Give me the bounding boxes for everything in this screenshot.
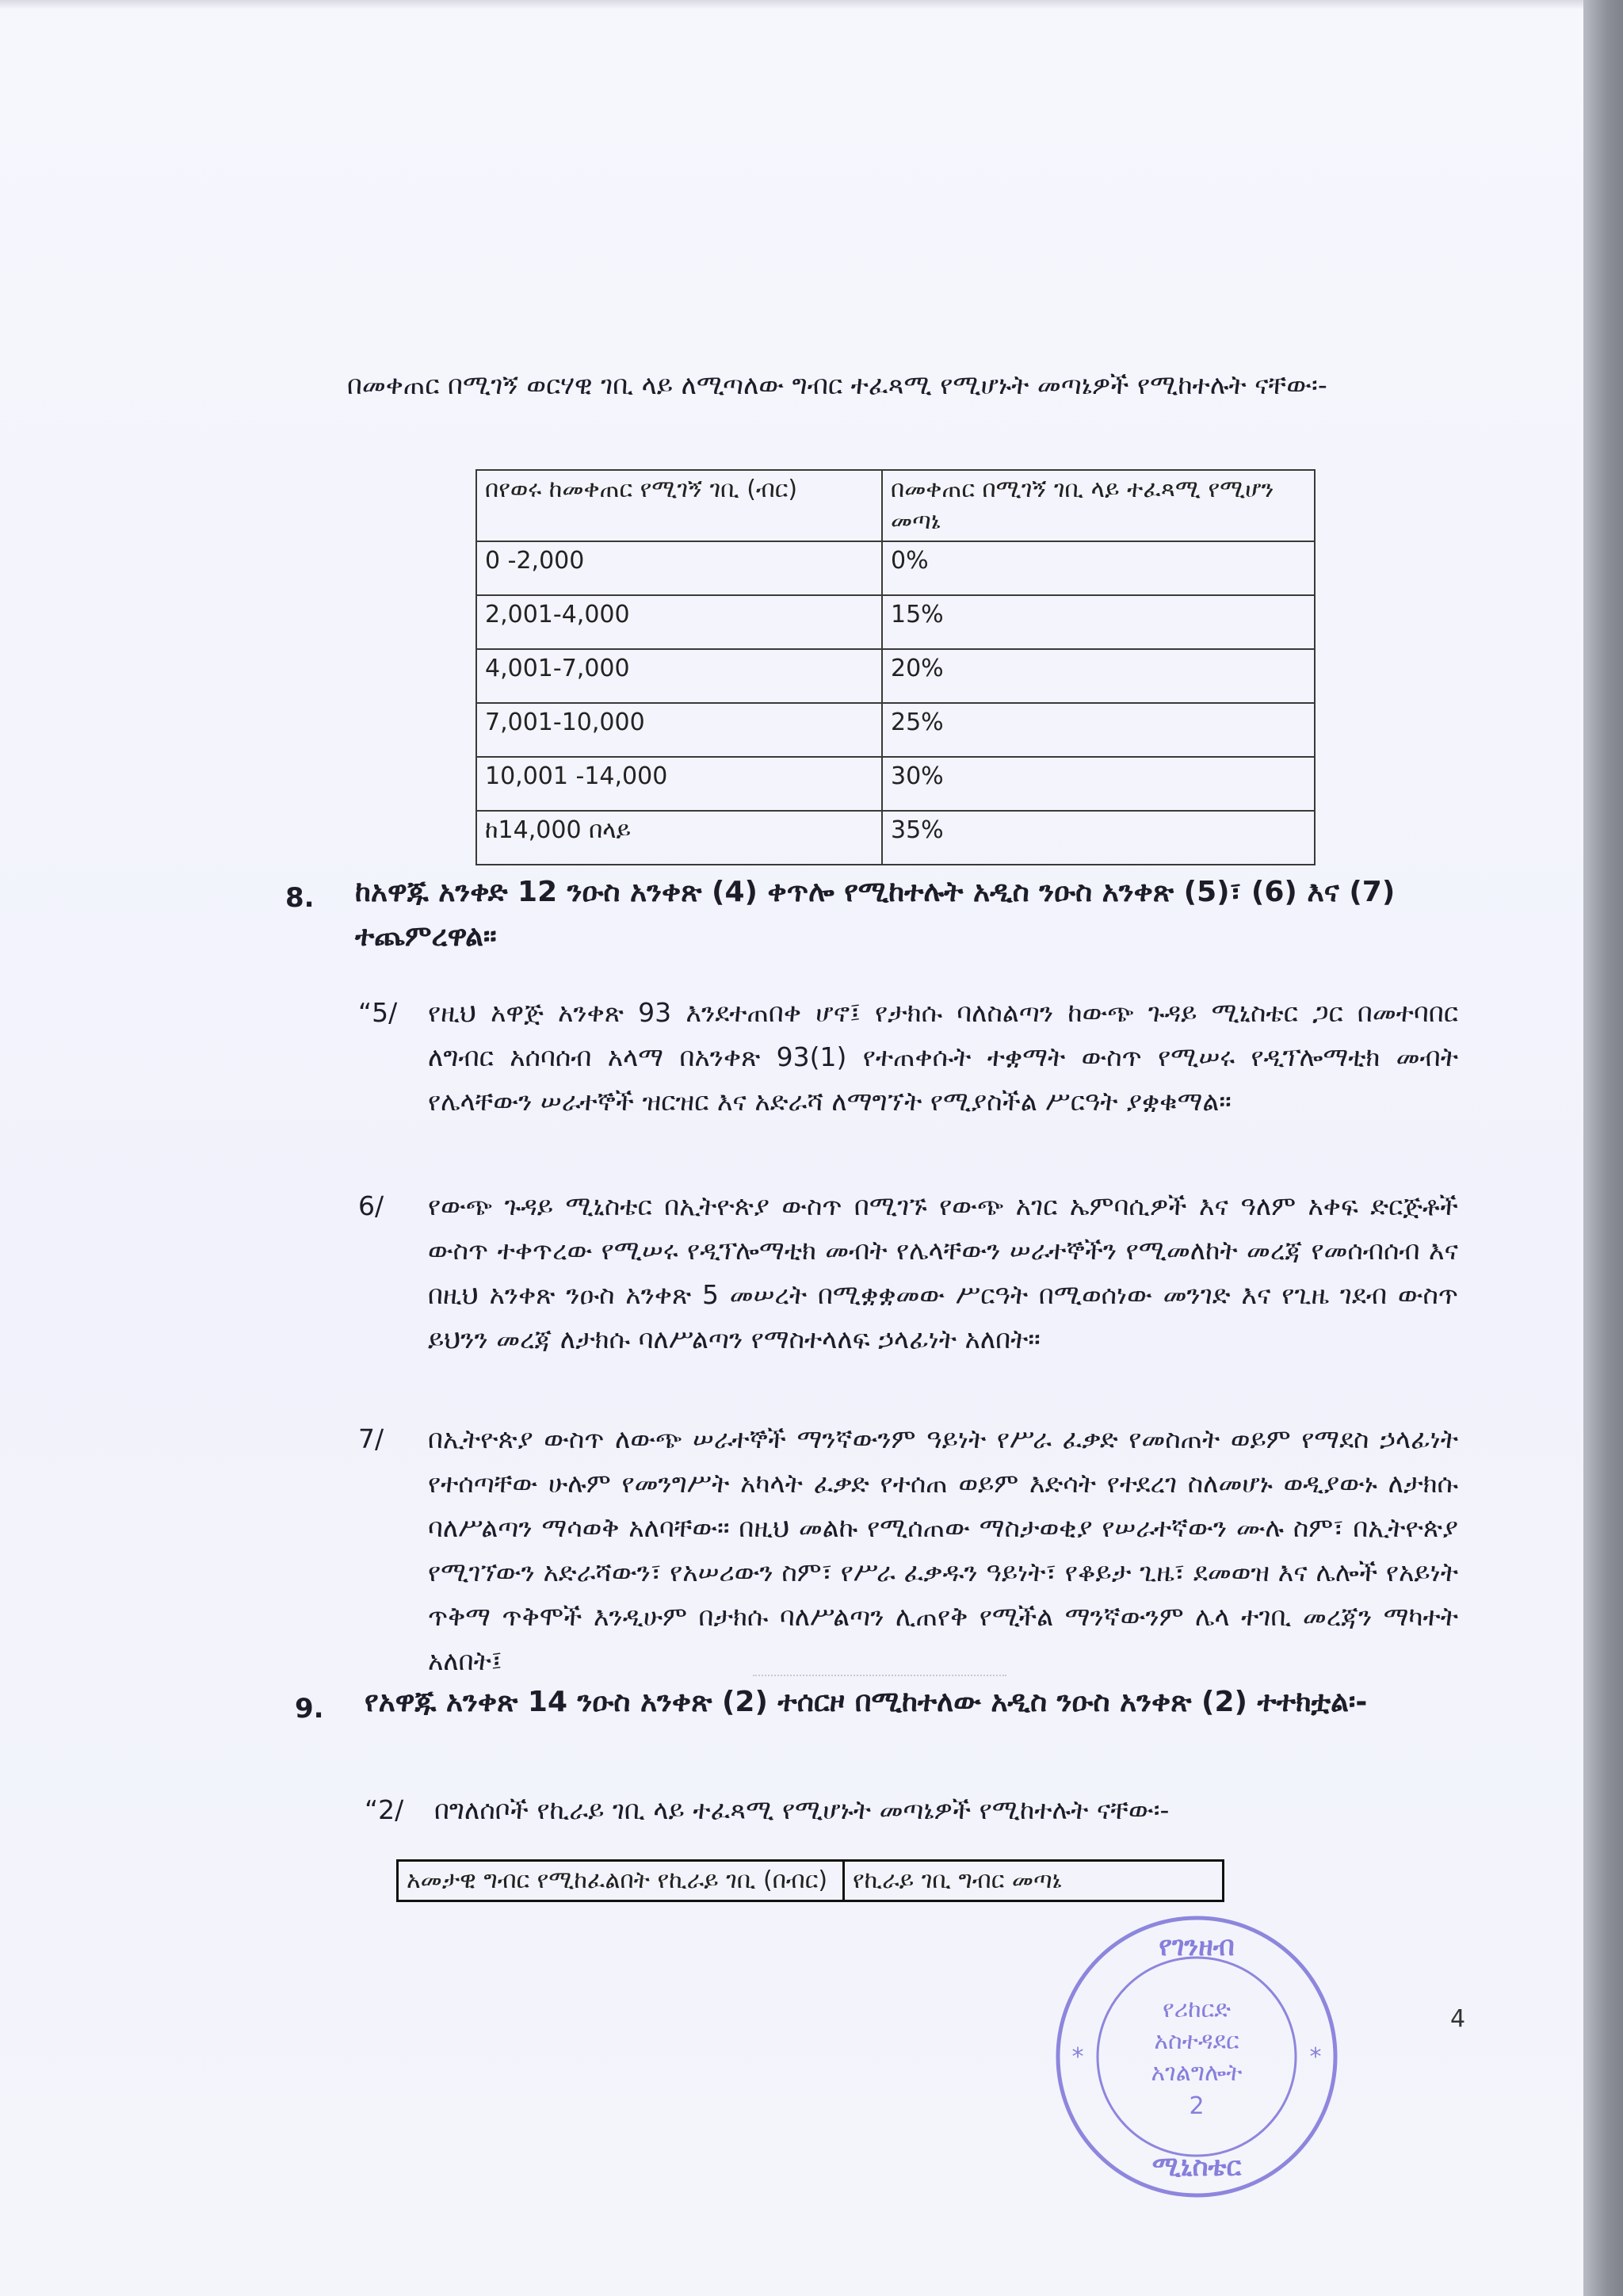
sub-item-2-text: በግለሰቦች የኪራይ ገቢ ላይ ተፈጻሚ የሚሆኑት መጣኔዎች የሚከተሉት ናቸው፡-	[434, 1794, 1170, 1825]
table-cell: 10,001 -14,000	[476, 757, 882, 811]
rental-income-rate-table	[396, 1859, 1224, 1902]
income-tax-rate-table	[475, 469, 1316, 865]
table-row	[476, 541, 1315, 595]
table-row	[476, 595, 1315, 649]
table-cell: 35%	[882, 811, 1315, 865]
section-8-number: 8.	[285, 882, 315, 914]
stamp-star-icon: *	[1309, 2043, 1322, 2071]
sub-item-7-label: 7/	[358, 1423, 384, 1454]
page-number: 4	[1450, 2005, 1466, 2033]
table-cell: 25%	[882, 703, 1315, 757]
table-cell: 30%	[882, 757, 1315, 811]
table-cell: 20%	[882, 649, 1315, 703]
table-cell: 7,001-10,000	[476, 703, 882, 757]
table-row	[476, 649, 1315, 703]
table-header-cell: በመቀጠር በሚገኝ ገቢ ላይ ተፈጻሚ የሚሆን መጣኔ	[882, 470, 1315, 541]
section-9-title: የአዋጁ አንቀጽ 14 ንዑስ አንቀጽ (2) ተሰርዞ በሚከተለው አዲስ ንዑስ አንቀጽ (2) ተተክቷል፡-	[365, 1686, 1368, 1718]
section-9-number: 9.	[295, 1693, 324, 1725]
sub-item-6-label: 6/	[358, 1190, 384, 1221]
sub-item-6-text: የውጭ ጉዳይ ሚኒስቴር በኢትዮጵያ ውስጥ በሚገኙ የውጭ አገር ኤምባሲዎች እና ዓለም አቀፍ ድርጅቶች ውስጥ ተቀጥረው የሚሠሩ የዲፕሎማቲክ መብት የሌላቸውን ሠራተኞችን የሚመለከት መረጃ የመሰብሰብ እና በዚህ አንቀጽ ንዑስ አንቀጽ 5 መሠረት በሚቋቋመው ሥርዓት በሚወሰነው መንገድ እና የጊዜ ገደብ ውስጥ ይህንን መረጃ ለታክሱ ባለሥልጣን የማስተላለፍ ኃላፊነት አለበት።	[428, 1190, 1459, 1354]
table-header-row	[398, 1861, 1224, 1901]
faint-dotted-mark	[753, 1675, 1006, 1678]
stamp-star-icon: *	[1071, 2043, 1084, 2071]
table-cell: 4,001-7,000	[476, 649, 882, 703]
sub-item-7-text: በኢትዮጵያ ውስጥ ለውጭ ሠራተኞች ማንኛውንም ዓይነት የሥራ ፈቃድ የመስጠት ወይም የማደስ ኃላፊነት የተሰጣቸው ሁሉም የመንግሥት አካላት ፈቃድ የተሰጠ ወይም እድሳት የተደረገ ስለመሆኑ ወዲያውኑ ለታክሱ ባለሥልጣን ማሳወቅ አለባቸው። በዚህ መልኩ የሚሰጠው ማስታወቂያ የሠራተኛውን ሙሉ ስም፣ በኢትዮጵያ የሚገኘውን አድራሻውን፣ የአሠሪውን ስም፣ የሥራ ፈቃዱን ዓይነት፣ የቆይታ ጊዜ፣ ደመወዝ እና ሌሎች የአይነት ጥቅማ ጥቅሞች እንዲሁም በታክሱ ባለሥልጣን ሊጠየቅ የሚችል ማንኛውንም ሌላ ተገቢ መረጃን ማካተት አለበት፤	[428, 1423, 1458, 1676]
scan-right-edge	[1583, 0, 1623, 2296]
table-cell: 2,001-4,000	[476, 595, 882, 649]
table-cell: 15%	[882, 595, 1315, 649]
table-cell: 0%	[882, 541, 1315, 595]
table-row	[476, 757, 1315, 811]
sub-item-5-text: የዚህ አዋጅ አንቀጽ 93 እንደተጠበቀ ሆኖ፤ የታክሱ ባለስልጣን ከውጭ ጉዳይ ሚኒስቴር ጋር በመተባበር ለግብር አሰባሰብ አላማ በአንቀጽ 93(1) የተጠቀሱት ተቋማት ውስጥ የሚሠሩ የዲፕሎማቲክ መብት የሌላቸውን ሠራተኞች ዝርዝር እና አድራሻ ለማግኘት የሚያስችል ሥርዓት ያቋቁማል።	[428, 997, 1458, 1117]
stamp-text: 2	[1189, 2092, 1205, 2120]
official-seal-stamp	[1046, 1906, 1347, 2207]
stamp-text: አገልግሎት	[1151, 2059, 1243, 2087]
table-header-cell: በየወሩ ከመቀጠር የሚገኝ ገቢ (ብር)	[476, 470, 882, 541]
table-row	[476, 811, 1315, 865]
stamp-text: ሚኒስቴር	[1151, 2151, 1242, 2183]
stamp-text: አስተዳደር	[1154, 2027, 1239, 2055]
table-header-cell: የኪራይ ገቢ ግብር መጣኔ	[844, 1861, 1224, 1901]
stamp-text: የሪከርድ	[1162, 1996, 1232, 2023]
intro-paragraph: በመቀጠር በሚገኝ ወርሃዊ ገቢ ላይ ለሚጣለው ግብር ተፈጻሚ የሚሆኑት መጣኔዎች የሚከተሉት ናቸው፡-	[347, 369, 1327, 400]
table-cell: ከ14,000 በላይ	[476, 811, 882, 865]
sub-item-2-label: “2/	[365, 1794, 404, 1825]
sub-item-5-label: “5/	[358, 997, 398, 1028]
section-8-title: ከአዋጁ አንቀድ 12 ንዑስ አንቀጽ (4) ቀጥሎ የሚከተሉት አዲስ ንዑስ አንቀጽ (5)፣ (6) እና (7) ተጨምረዋል።	[355, 876, 1396, 953]
table-row	[476, 703, 1315, 757]
table-header-row	[476, 470, 1315, 541]
scan-top-edge	[0, 0, 1623, 10]
stamp-text: የገንዘብ	[1159, 1931, 1235, 1962]
table-header-cell: አመታዊ ግብር የሚከፈልበት የኪራይ ገቢ (በብር)	[398, 1861, 844, 1901]
table-cell: 0 -2,000	[476, 541, 882, 595]
